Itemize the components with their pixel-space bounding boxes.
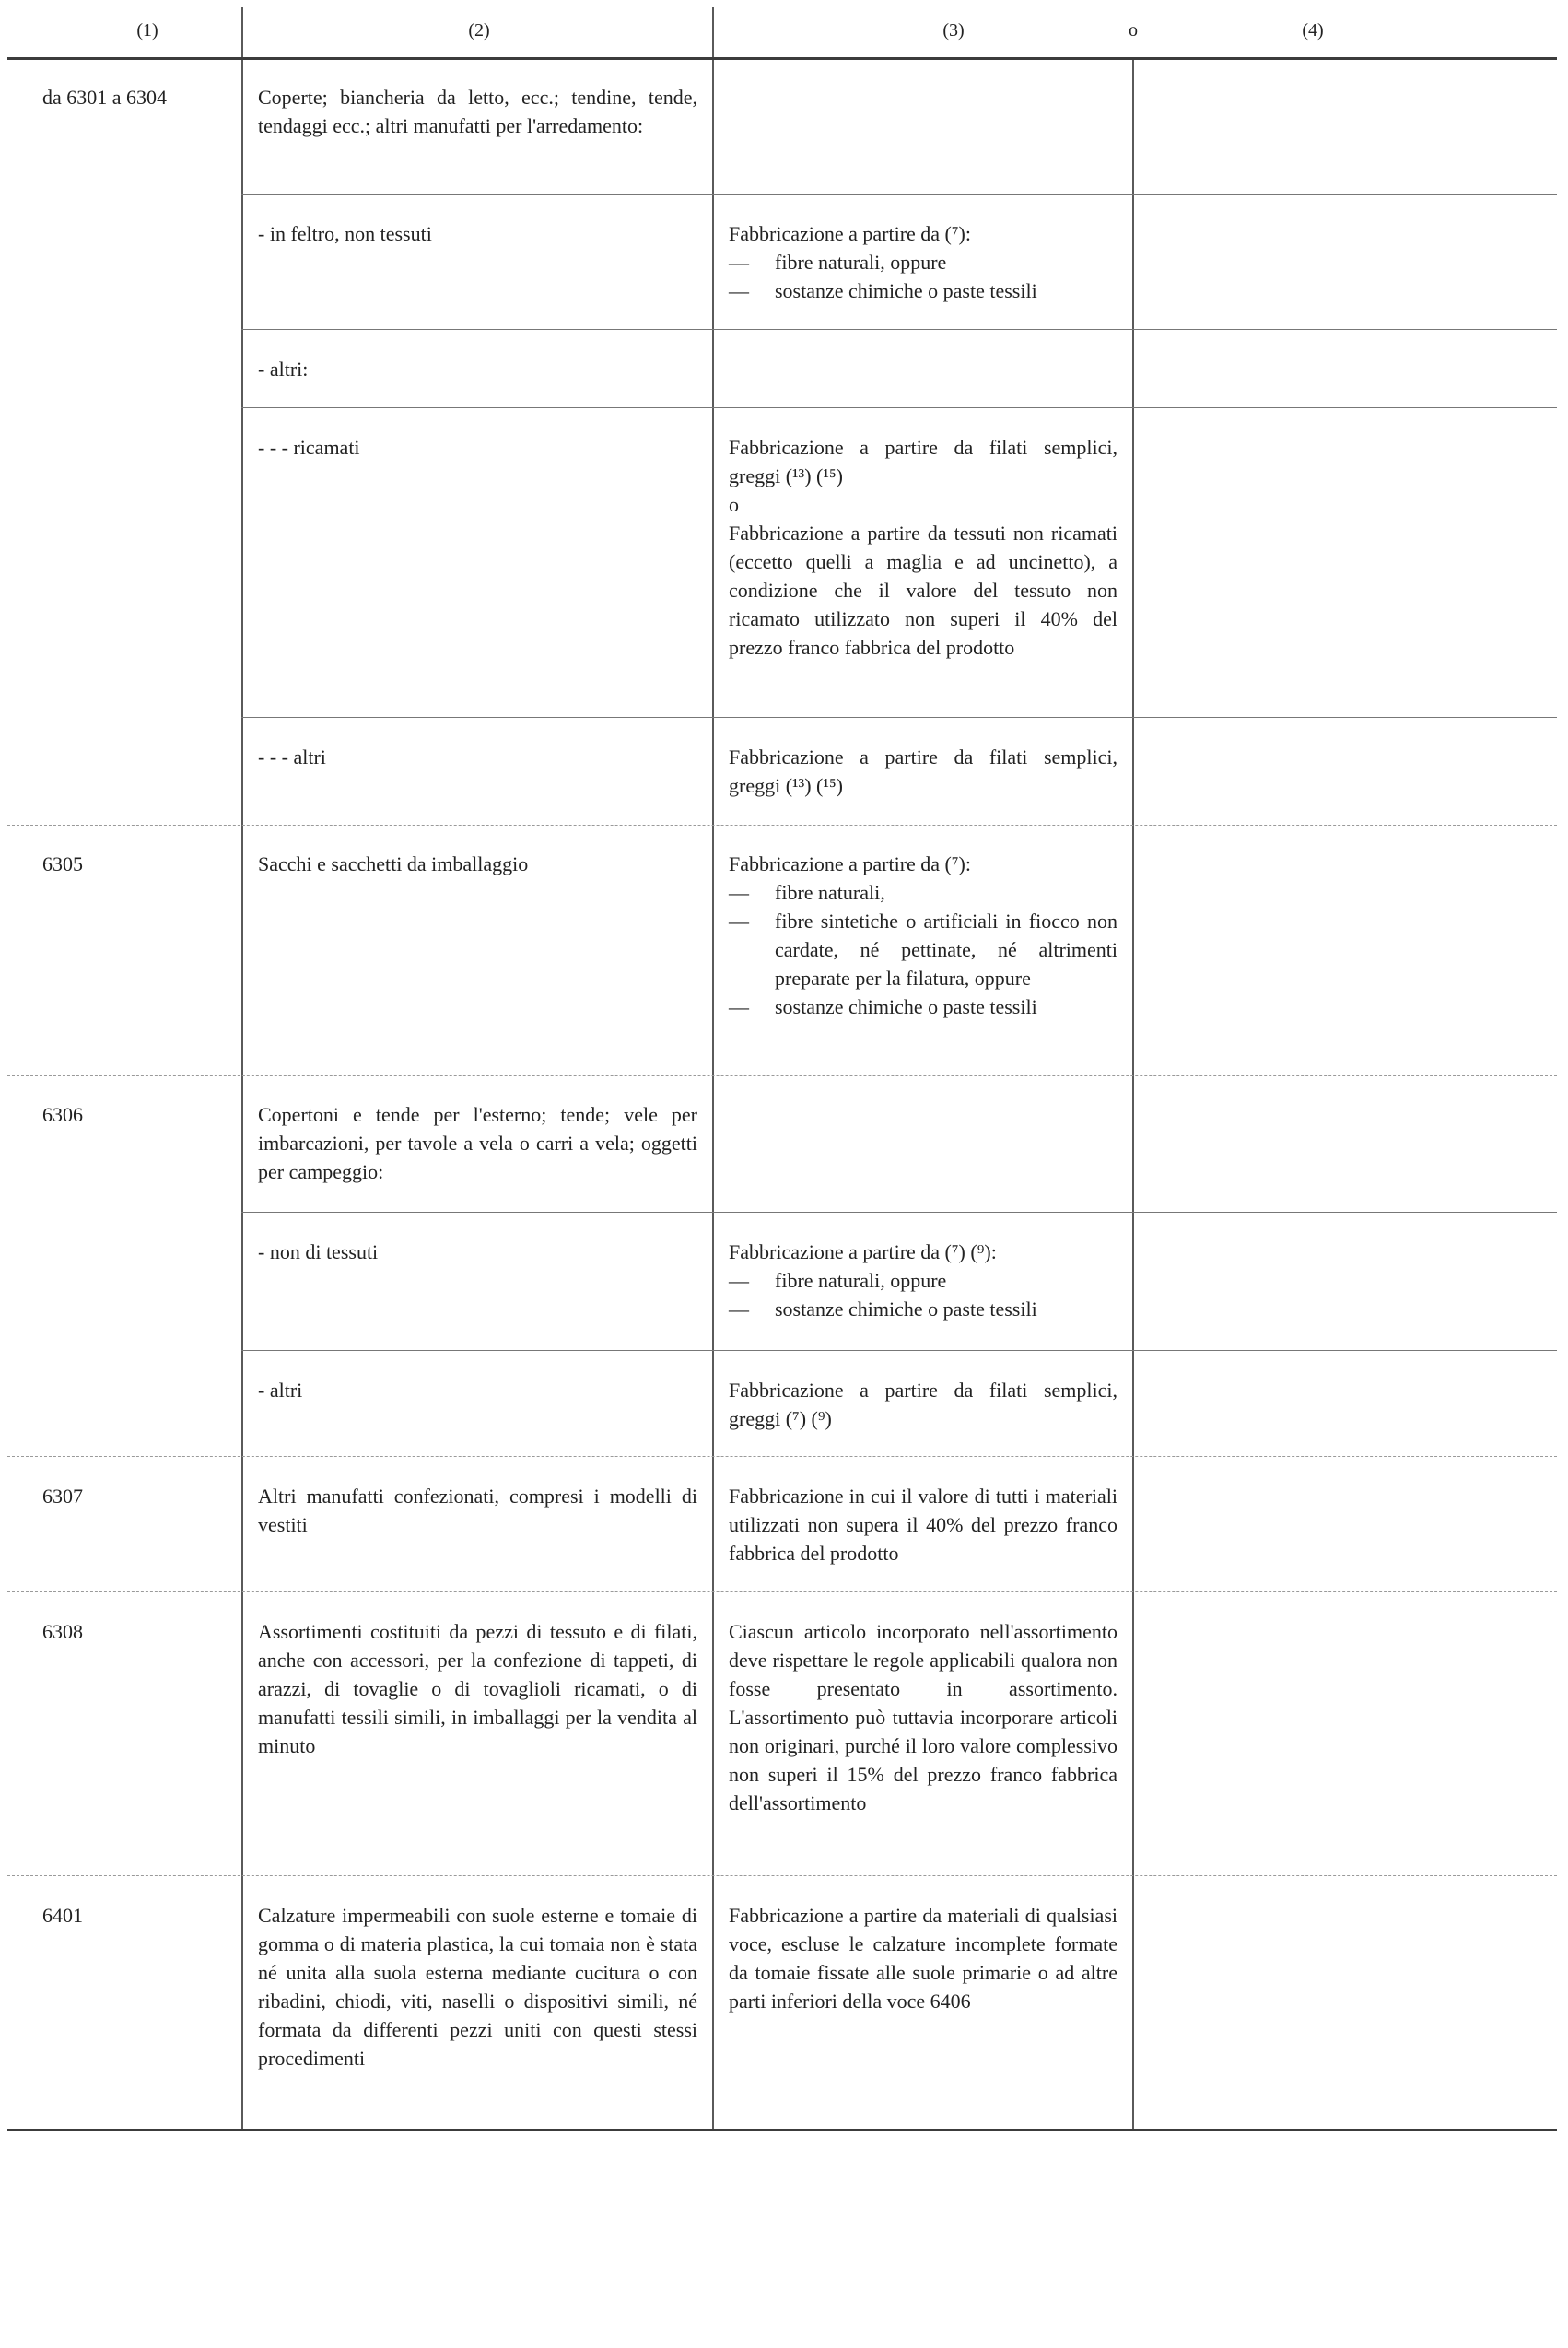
sub-description: - altri: [258,358,309,381]
product-description: Copertoni e tende per l'esterno; tende; vele per imbarcazioni, per tavole a vela o carri a vela; oggetti per campeggio: [258,1103,697,1183]
table-bottom-rule [7,2129,1557,2131]
rule-intro: Fabbricazione a partire da (⁷): [729,852,971,875]
row-rule [241,1350,1557,1351]
rule-text: Ciascun articolo incorporato nell'assortimento deve rispettare le regole applicabili qualora non fosse presentato in assortimento. L'assortimento può tuttavia incorporare articoli non originari, purché il loro valore complessivo non superi il 15% del prezzo franco fabbrica dell'assortimento [729,1620,1117,1814]
row-rule [7,1875,1557,1876]
rule-item: — fibre naturali, oppure [729,1269,947,1292]
product-description: Sacchi e sacchetti da imballaggio [258,852,529,875]
origin-rule [714,1238,1132,1323]
rule-intro: Fabbricazione a partire da (⁷): [729,222,971,245]
row-rule [241,194,1557,195]
rule-text: Fabbricazione a partire da filati semplici, greggi (¹³) (¹⁵) [729,745,1117,797]
origin-rule [714,1376,1132,1433]
product-description: Calzature impermeabili con suole esterne e tomaie di gomma o di materia plastica, la cui tomaia non è stata né unita alla suola esterna mediante cucitura o con ribadini, chiodi, viti, naselli o dispositivi simili, né formata da differenti pezzi uniti con questi stessi procedimenti [258,1904,697,2070]
rule-item: — fibre naturali, oppure [729,251,947,274]
rule-or: o [729,493,739,516]
product-description: Assortimenti costituiti da pezzi di tessuto e di filati, anche con accessori, per la confezione di tappeti, di arazzi, di tovaglie o di tovaglioli ricamati, o di manufatti tessili simili, in imballaggi per la vendita al minuto [258,1620,697,1757]
rule-text: Fabbricazione a partire da filati semplici, greggi (⁷) (⁹) [729,1379,1117,1430]
rule-text: Fabbricazione in cui il valore di tutti i materiali utilizzati non supera il 40% del prezzo franco fabbrica del prodotto [729,1485,1117,1565]
row-rule [7,1075,1557,1076]
column-rule [241,7,243,2131]
origin-rule [714,219,1132,305]
header-col4: (4) [1302,20,1324,41]
sub-description: - non di tessuti [258,1240,379,1263]
tariff-code: 6401 [42,1904,83,1927]
sub-description: - in feltro, non tessuti [258,222,432,245]
row-rule [241,717,1557,718]
column-rule [1132,59,1134,2131]
row-rule [241,329,1557,330]
header-col2: (2) [468,20,490,41]
rule-item: — fibre naturali, [729,881,885,904]
rule-item: — fibre sintetiche o artificiali in fiocco non cardate, né pettinate, né altrimenti preparate per la filatura, oppure [729,910,1117,990]
row-rule [7,1591,1557,1592]
row-rule [241,1212,1557,1213]
product-description: Coperte; biancheria da letto, ecc.; tendine, tende, tendaggi ecc.; altri manufatti per l'arredamento: [258,86,697,137]
rule-text: Fabbricazione a partire da tessuti non ricamati (eccetto quelli a maglia e ad uncinetto), a condizione che il valore del tessuto non ricamato utilizzato non superi il 40% del prezzo franco fabbrica del prodotto [729,522,1117,659]
origin-rule [714,850,1132,1021]
sub-description: - - - ricamati [258,436,360,459]
sub-description: - altri [258,1379,303,1402]
rule-item: — sostanze chimiche o paste tessili [729,279,1037,302]
origin-rule [714,1901,1132,2015]
origin-rule [714,433,1132,662]
tariff-code: 6305 [42,852,83,875]
rule-intro: Fabbricazione a partire da (⁷) (⁹): [729,1240,997,1263]
row-rule [7,825,1557,826]
header-col3: (3) [942,20,965,41]
row-rule [241,407,1557,408]
header-rule [7,57,1557,60]
tariff-code: 6306 [42,1103,83,1126]
header-col1: (1) [136,20,158,41]
tariff-code: 6308 [42,1620,83,1643]
product-description: Altri manufatti confezionati, compresi i modelli di vestiti [258,1485,697,1536]
origin-rule [714,743,1132,800]
rule-item: — sostanze chimiche o paste tessili [729,1297,1037,1321]
tariff-code: 6307 [42,1485,83,1508]
tariff-code: da 6301 a 6304 [42,86,168,109]
row-rule [7,1456,1557,1457]
rule-text: Fabbricazione a partire da materiali di qualsiasi voce, escluse le calzature incomplete formate da tomaie fissate alle suole primarie o ad altre parti inferiori della voce 6406 [729,1904,1117,2013]
header-or: o [1129,20,1138,41]
origin-rule [714,1617,1132,1817]
sub-description: - - - altri [258,745,326,769]
origin-rule [714,1482,1132,1567]
rule-text: Fabbricazione a partire da filati semplici, greggi (¹³) (¹⁵) [729,436,1117,487]
rule-item: — sostanze chimiche o paste tessili [729,995,1037,1018]
